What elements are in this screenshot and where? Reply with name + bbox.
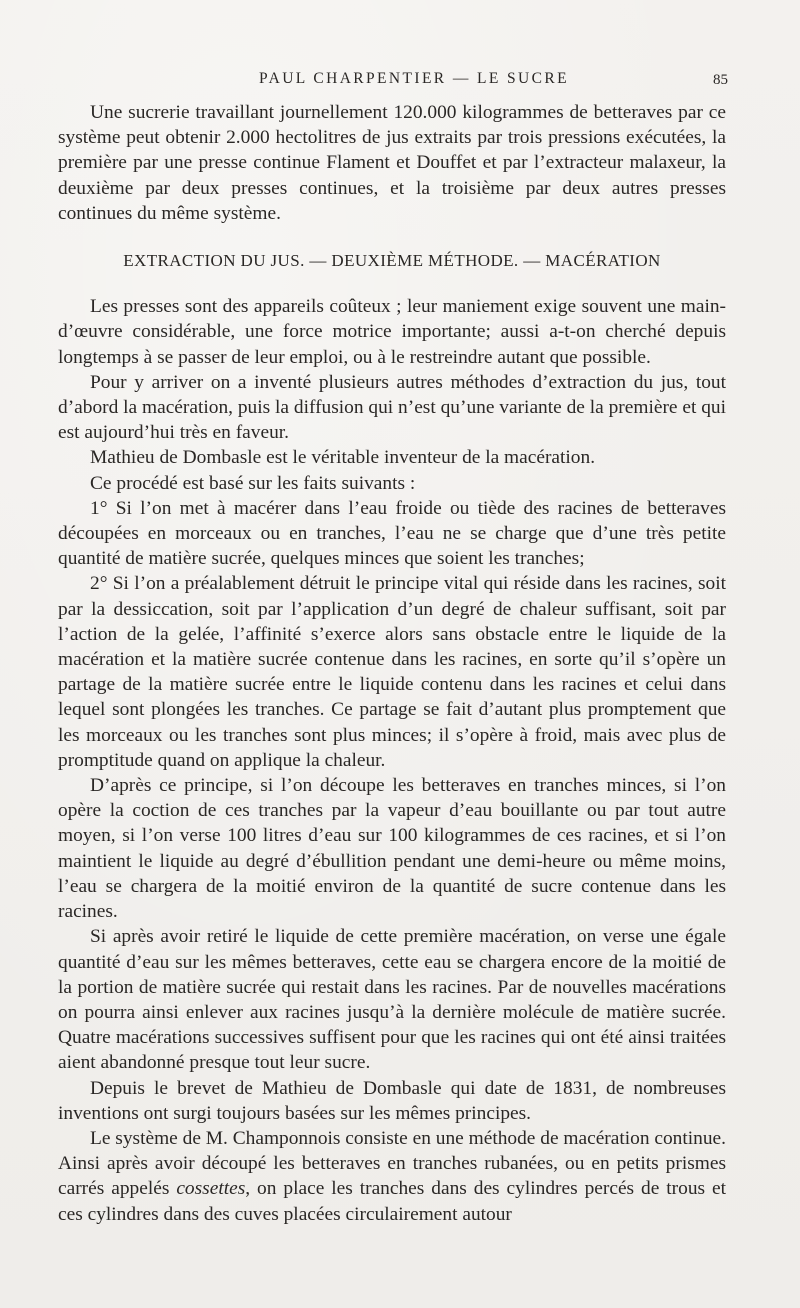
page-header <box>60 70 728 94</box>
paragraph: Mathieu de Dombasle est le véritable inventeur de la macération. <box>90 447 596 469</box>
paragraph: 2° Si l’on a préalablement détruit le principe vital qui réside dans les racines, soit par la dessiccation, soit par l’application d’un degré de chaleur suffisant, soit par l’action de la gelée, l’affinité s’exerce alors sans obstacle entre le liquide de la macération et la matière sucrée contenue dans les racines, en sorte qu’il s’opère un partage de la matière sucrée entre le liquide contenu dans les racines et celui dans lequel sont plongées les tranches. Ce partage se fait d’autant plus promptement que les morceaux ou les tranches sont plus minces; il s’opère à froid, mais avec plus de promptitude quand on applique la chaleur. <box>58 573 726 771</box>
paragraph: Pour y arriver on a inventé plusieurs autres méthodes d’extraction du jus, tout d’abord la macération, puis la diffusion qui n’est qu’une variante de la première et qui est aujourd’hui très en faveur. <box>58 371 726 444</box>
page-number: 85 <box>713 72 728 88</box>
paragraph: Ce procédé est basé sur les faits suivants : <box>90 472 416 494</box>
paragraph: 1° Si l’on met à macérer dans l’eau froide ou tiède des racines de betteraves découpées en morceaux ou en tranches, l’eau ne se charge que d’une très petite quantité de matière sucrée, quelques minces que soient les tranches; <box>58 497 726 570</box>
paragraph-text: Le système de M. Champonnois consiste en une méthode de macération continue. Ainsi après avoir découpé les betteraves en tranches rubanées, ou en petits prismes carrés appelés <box>58 1127 726 1200</box>
body-text <box>58 100 726 1227</box>
paragraph: D’après ce principe, si l’on découpe les betteraves en tranches minces, si l’on opère la coction de ces tranches par la vapeur d’eau bouillante ou par tout autre moyen, si l’on verse 100 litres d’eau sur 100 kilogrammes de ces racines, et si l’on maintient le liquide au degré d’ébullition pendant une demi-heure ou même moins, l’eau se chargera de la moitié environ de la quantité de sucre contenue dans les racines. <box>58 775 726 923</box>
paragraph-last <box>58 1126 726 1227</box>
running-title: PAUL CHARPENTIER — LE SUCRE <box>259 70 569 87</box>
paragraph: Depuis le brevet de Mathieu de Dombasle qui date de 1831, de nombreuses inventions ont surgi toujours basées sur les mêmes principes. <box>58 1077 726 1124</box>
paragraph-text: , on place les tranches dans des cylindres percés de trous et ces cylindres dans des cuves placées circulairement autour <box>58 1178 727 1225</box>
paragraph: Les presses sont des appareils coûteux ; leur maniement exige souvent une main-d’œuvre considérable, une force motrice importante; aussi a-t-on cherché depuis longtemps à se passer de leur emploi, ou à le restreindre autant que possible. <box>58 296 726 368</box>
italic-term: cossettes <box>176 1178 246 1200</box>
section-heading: EXTRACTION DU JUS. — DEUXIÈME MÉTHODE. — MACÉRATION <box>123 251 661 271</box>
paragraph: Si après avoir retiré le liquide de cette première macération, on verse une égale quantité d’eau sur les mêmes betteraves, cette eau se chargera encore de la moitié de la portion de matière sucrée qui restait dans les racines. Par de nouvelles macérations on pourra ainsi enlever aux racines jusqu’à la dernière molécule de matière sucrée. Quatre macérations successives suffisent pour que les racines qui ont été ainsi traitées aient abandonné presque tout leur sucre. <box>58 926 726 1074</box>
paragraph: Une sucrerie travaillant journellement 120.000 kilogrammes de betteraves par ce système peut obtenir 2.000 hectolitres de jus extraits par trois pressions exécutées, la première par une presse continue Flament et Douffet et par l’extracteur malaxeur, la deuxième par deux presses continues, et la troisième par deux autres presses continues du même système. <box>58 102 726 224</box>
